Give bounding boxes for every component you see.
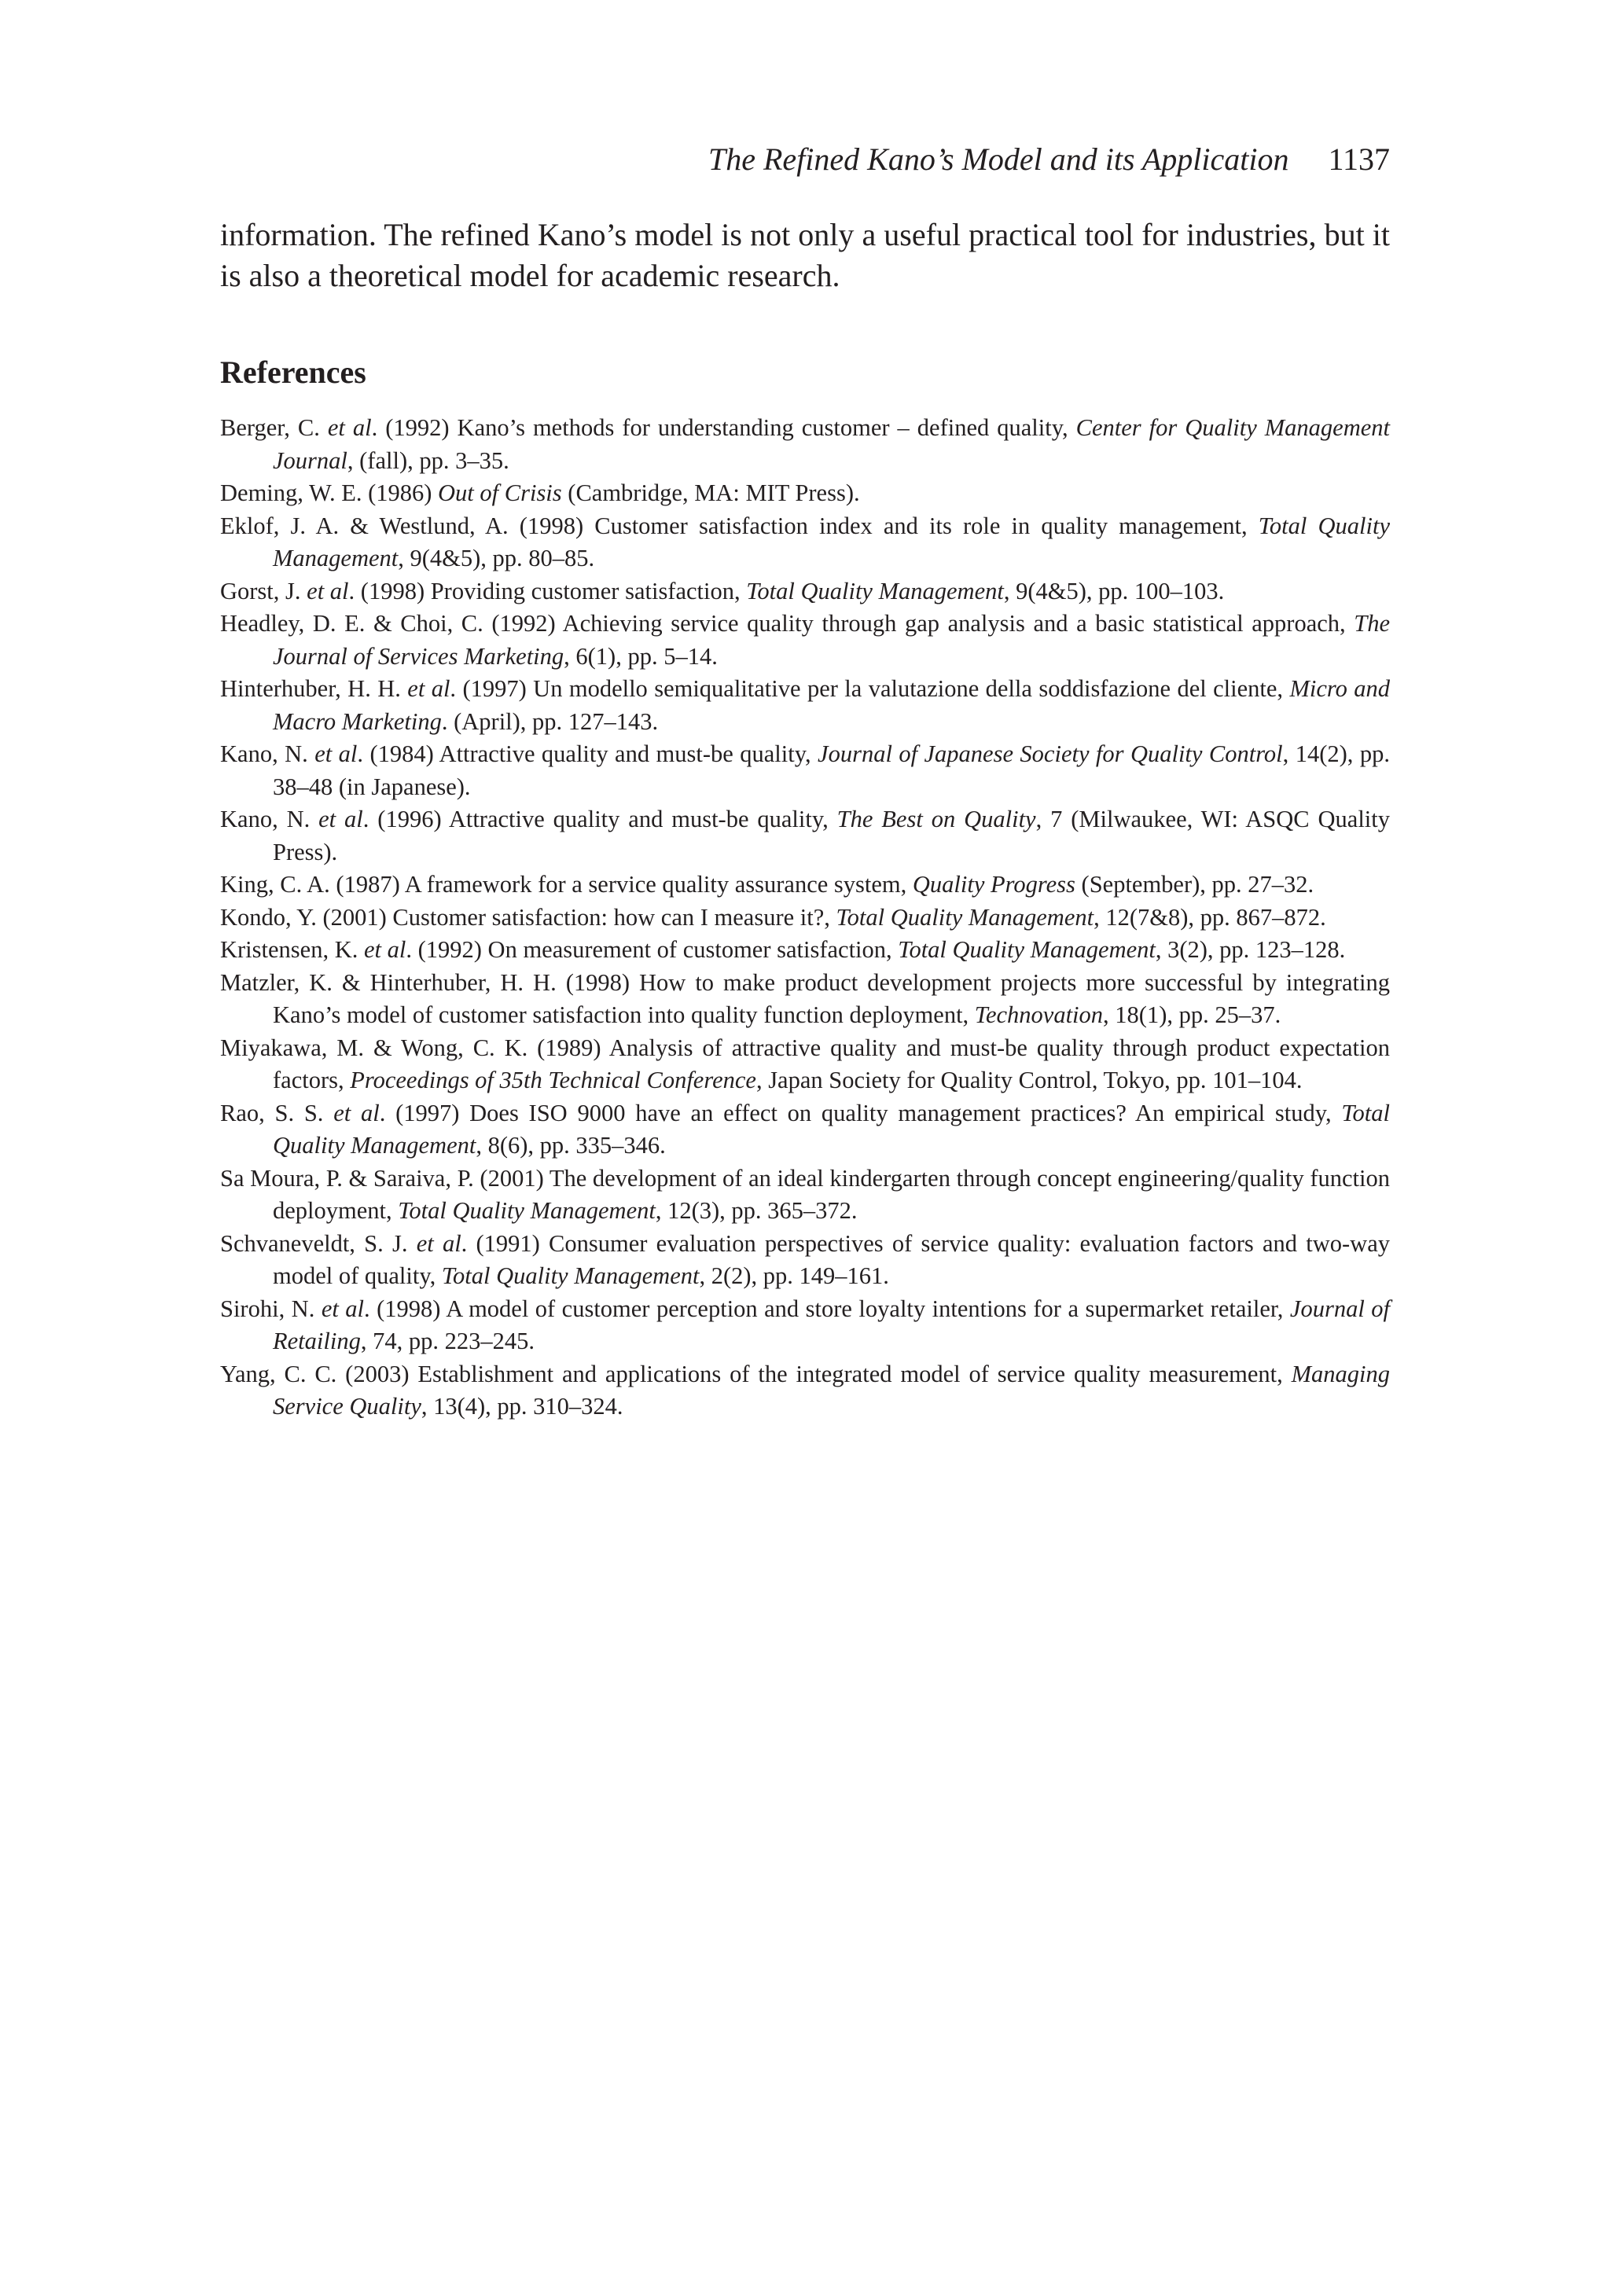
reference-authors-text: Miyakawa, M. & Wong, C. K. (1989) Analysis of attractive quality and must-be quality through product expectation factors, — [220, 1034, 1390, 1093]
reference-source: Quality Progress — [912, 871, 1075, 898]
reference-authors-text: Deming, W. E. (1986) — [220, 479, 439, 506]
reference-source: Out of Crisis — [438, 479, 562, 506]
reference-item — [220, 902, 1390, 935]
reference-item — [220, 673, 1390, 738]
reference-et-al: et al — [333, 1099, 380, 1126]
reference-et-al: et al — [318, 806, 363, 832]
reference-authors-text: Eklof, J. A. & Westlund, A. (1998) Customer satisfaction index and its role in quality management, — [220, 512, 1259, 539]
reference-details: , 3(2), pp. 123–128. — [1155, 936, 1346, 963]
reference-authors-text: Gorst, J. — [220, 577, 307, 604]
reference-details: . (April), pp. 127–143. — [441, 707, 659, 735]
reference-source: Journal of Japanese Society for Quality Control — [818, 740, 1283, 767]
reference-title-text: . (1998) A model of customer perception and store loyalty intentions for a supermarket retailer, — [364, 1295, 1290, 1322]
reference-source: Total Quality Management — [398, 1197, 656, 1224]
reference-title-text: . (1997) Un modello semiqualitative per la valutazione della soddisfazione del cliente, — [450, 675, 1290, 702]
reference-item — [220, 608, 1390, 673]
reference-item — [220, 1097, 1390, 1163]
reference-details: , Japan Society for Quality Control, Tokyo, pp. 101–104. — [755, 1067, 1303, 1093]
reference-details: , 7 (Milwaukee, WI: ASQC Quality Press). — [273, 806, 1390, 865]
reference-item — [220, 575, 1390, 608]
reference-details: (September), pp. 27–32. — [1075, 871, 1314, 898]
references-heading: References — [220, 355, 366, 390]
reference-details: , 13(4), pp. 310–324. — [421, 1393, 623, 1420]
page-number: 1137 — [1328, 141, 1390, 177]
reference-details: (Cambridge, MA: MIT Press). — [561, 479, 860, 506]
reference-authors-text: Yang, C. C. (2003) Establishment and applications of the integrated model of service quality measurement, — [220, 1360, 1292, 1387]
reference-source: Center for Quality Management Journal — [273, 414, 1390, 474]
reference-source: Proceedings of 35th Technical Conference — [350, 1067, 756, 1093]
reference-source: Total Quality Management — [273, 1099, 1390, 1159]
reference-authors-text: Kano, N. — [220, 740, 315, 767]
reference-title-text: . (1992) Kano’s methods for understanding customer – defined quality, — [371, 414, 1076, 441]
reference-et-al: et al — [327, 414, 372, 441]
reference-authors-text: Schvaneveldt, S. J. — [220, 1229, 417, 1257]
reference-authors-text: Hinterhuber, H. H. — [220, 675, 408, 702]
running-head — [220, 140, 1390, 179]
reference-details: , 6(1), pp. 5–14. — [564, 642, 718, 670]
reference-title-text: . (1996) Attractive quality and must-be quality, — [362, 806, 837, 832]
reference-source: Journal of Retailing — [273, 1295, 1391, 1354]
reference-authors-text: Sirohi, N. — [220, 1295, 322, 1322]
reference-et-al: et al — [407, 675, 450, 702]
reference-et-al: et al — [363, 936, 406, 963]
reference-title-text: . (1992) On measurement of customer satisfaction, — [406, 936, 899, 963]
reference-source: Total Quality Management — [273, 512, 1390, 571]
reference-details: , 74, pp. 223–245. — [360, 1328, 535, 1354]
reference-authors-text: Kondo, Y. (2001) Customer satisfaction: how can I measure it?, — [220, 903, 836, 931]
reference-title-text: . (1984) Attractive quality and must-be quality, — [357, 740, 818, 767]
reference-source: Micro and Macro Marketing — [273, 675, 1390, 735]
reference-et-al: et al — [416, 1229, 461, 1257]
reference-source: Total Quality Management — [898, 936, 1156, 963]
reference-source: Technovation — [974, 1001, 1104, 1028]
reference-item — [220, 803, 1390, 869]
reference-authors-text: Berger, C. — [220, 414, 328, 441]
reference-authors-text: King, C. A. (1987) A framework for a service quality assurance system, — [220, 871, 913, 898]
reference-source: The Best on Quality — [836, 806, 1036, 832]
reference-details: , 18(1), pp. 25–37. — [1103, 1001, 1281, 1028]
reference-details: , 12(3), pp. 365–372. — [655, 1197, 858, 1224]
reference-details: , 14(2), pp. 38–48 (in Japanese). — [273, 740, 1390, 800]
reference-details: , (fall), pp. 3–35. — [347, 446, 509, 474]
reference-item — [220, 510, 1390, 575]
reference-authors-text: Sa Moura, P. & Saraiva, P. (2001) The development of an ideal kindergarten through concept engineering/quality function deployment, — [220, 1164, 1390, 1224]
reference-item — [220, 1293, 1390, 1358]
body-paragraph: information. The refined Kano’s model is not only a useful practical tool for industries, but it is also a theoretical model for academic research. — [220, 217, 1390, 293]
reference-item — [220, 1032, 1390, 1097]
reference-item — [220, 869, 1390, 902]
reference-authors-text: Kristensen, K. — [220, 936, 364, 963]
reference-item — [220, 412, 1390, 477]
reference-item — [220, 1228, 1390, 1293]
reference-item — [220, 1163, 1390, 1228]
reference-authors-text: Headley, D. E. & Choi, C. (1992) Achieving service quality through gap analysis and a basic statistical approach, — [220, 610, 1355, 637]
reference-item — [220, 934, 1390, 967]
reference-authors-text: Rao, S. S. — [220, 1099, 334, 1126]
reference-source: Managing Service Quality — [273, 1360, 1390, 1420]
reference-details: , 9(4&5), pp. 80–85. — [398, 545, 595, 571]
reference-source: Total Quality Management — [746, 577, 1004, 604]
reference-source: Total Quality Management — [836, 903, 1094, 931]
reference-item — [220, 967, 1390, 1032]
reference-authors-text: Kano, N. — [220, 806, 319, 832]
reference-authors-text: Matzler, K. & Hinterhuber, H. H. (1998) How to make product development projects more successful by integrating Kano’s model of customer satisfaction into quality function deployment, — [220, 968, 1390, 1028]
reference-title-text: . (1998) Providing customer satisfaction, — [348, 577, 747, 604]
reference-et-al: et al — [314, 740, 358, 767]
reference-et-al: et al — [307, 577, 349, 604]
reference-list — [220, 412, 1390, 1424]
reference-item — [220, 477, 1390, 510]
reference-source: Total Quality Management — [441, 1262, 700, 1289]
reference-details: , 2(2), pp. 149–161. — [699, 1262, 889, 1289]
running-head-title: The Refined Kano’s Model and its Application — [708, 141, 1289, 177]
reference-item — [220, 1358, 1390, 1424]
reference-title-text: . (1991) Consumer evaluation perspectives of service quality: evaluation factors and two-way model of quality, — [273, 1229, 1390, 1289]
reference-details: , 12(7&8), pp. 867–872. — [1094, 903, 1326, 931]
reference-source: The Journal of Services Marketing — [273, 610, 1390, 670]
reference-et-al: et al — [321, 1295, 365, 1322]
reference-details: , 9(4&5), pp. 100–103. — [1003, 577, 1225, 604]
reference-details: , 8(6), pp. 335–346. — [476, 1132, 666, 1159]
reference-item — [220, 738, 1390, 803]
reference-title-text: . (1997) Does ISO 9000 have an effect on quality management practices? An empirical study, — [379, 1099, 1342, 1126]
